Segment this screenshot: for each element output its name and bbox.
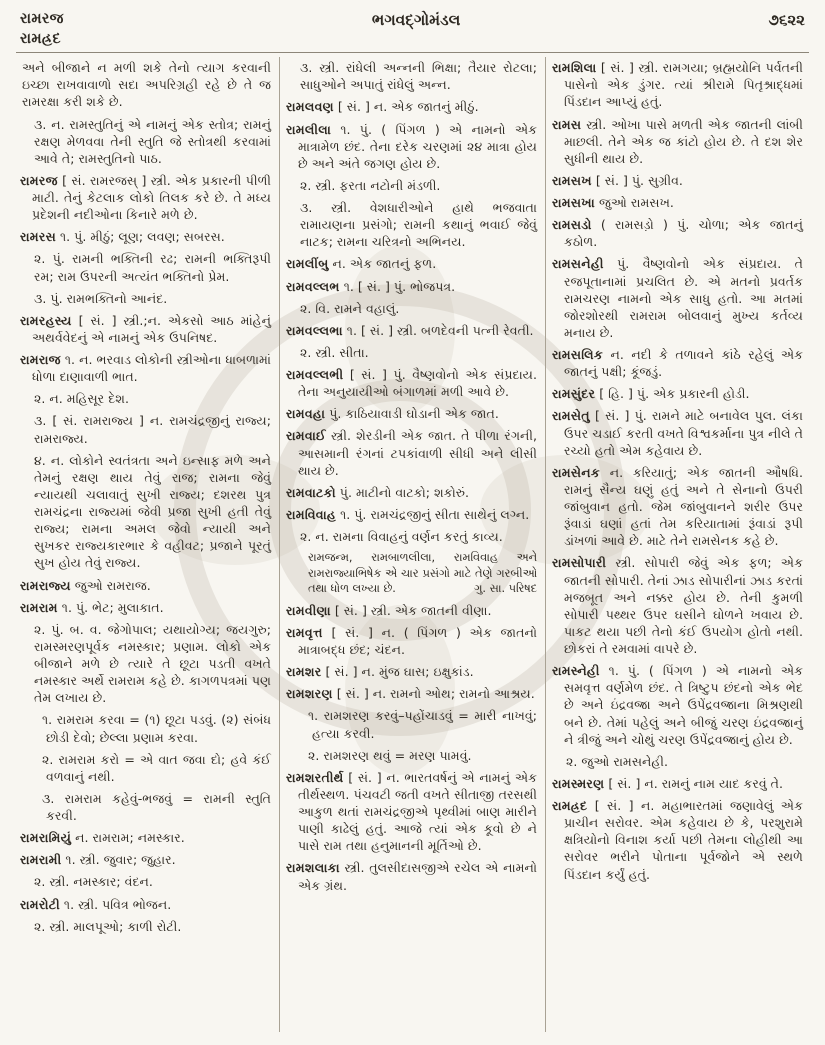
headword: રામશરણ [286, 686, 333, 702]
headword: રામસનેહી [552, 256, 604, 272]
dictionary-entry: રામરાજ્ય જુઓ રામરાજ. [20, 577, 151, 593]
dictionary-entry: રામરામ ૧. પું. ભેટ; મુલાકાત. [20, 599, 164, 615]
headword: રામશરતીર્થ [286, 769, 344, 785]
dictionary-entry: રામરસ ૧. પું. મીઠું; લૂણ; લવણ; સબરસ. [20, 229, 225, 245]
headword: રામરામી [20, 852, 62, 868]
dictionary-entry: રામશરણ [ સં. ] ન. રામનો ઓથ; રામનો આશ્રય. [286, 686, 535, 702]
headword: રામશર [286, 664, 322, 680]
dictionary-entry: રામસનેહી પું. વૈષ્ણવોનો એક સંપ્રદાય. તે રજપૂતાનામાં પ્રચલિત છે. એ મતનો પ્રવર્તક રામચરણ નામનો એક સાધુ હતો. આ મતમાં જોરશોરથી રામરામ બોલવાનું મુખ્ય કર્તવ્ય મનાય છે. [552, 256, 803, 340]
headword: રામરામ [20, 599, 58, 615]
idiom-line: ૧. રામશરણ કરવું–પહોંચાડવું = મારી નાખવું; હત્યા કરવી. [308, 708, 537, 741]
dictionary-entry: રામવૃત્ત [ સં. ] ન. ( પિંગળ ) એક જાતનો માત્રાબદ્ધ છંદ; ચંદન. [286, 624, 537, 658]
citation-paragraph: રામજન્મ, રામબાળલીલા, રામવિવાહ અને રામરાજ્યાભિષેક એ ચાર પ્રસંગો માટે તેણે ગરબીઓ તથા ધોળ લખ્યા છે. ગુ. સા. પરિષદ [308, 551, 537, 596]
dictionary-entry: રામસડો ( રામસડ઼ો ) પું. ચોળા; એક જાતનું કઠોળ. [552, 217, 803, 250]
column-3 [545, 57, 811, 1032]
headword: રામસુંદર [552, 386, 596, 402]
dictionary-entry: રામવલ્લભા ૧. [ સં. ] સ્ત્રી. બળદેવની પત્ની રેવતી. [286, 322, 534, 338]
headword: રામલવણ [286, 99, 334, 115]
column-1 [14, 57, 279, 1032]
headword: રામસખ [552, 172, 592, 188]
dictionary-entry: રામલવણ [ સં. ] ન. એક જાતનું મીઠું. [286, 99, 479, 115]
dictionary-entry: રામસુંદર [ હિ. ] પું. એક પ્રકારની હોડી. [552, 386, 750, 402]
headword: રામરાજ્ય [20, 577, 71, 593]
headword: રામસલિક [552, 347, 603, 362]
headword: રામશિલા [552, 60, 597, 76]
dictionary-entry: રામરામિયું ન. રામરામ; નમસ્કાર. [20, 830, 185, 846]
sense-paragraph: ૨. સ્ત્રી. ફરતા નટોની મંડળી. [300, 177, 441, 193]
dictionary-entry: રામવહા પું. કાઠિયાવાડી ઘોડાની એક જાત. [286, 406, 499, 422]
dictionary-entry: રામરાજ ૧. ન. ભરવાડ લોકોની સ્ત્રીઓના ધાબળામાં ધોળા દાણાવાળી ભાત. [20, 352, 271, 385]
sense-paragraph: ૪. ન. લોકોને સ્વતંત્રતા અને ઇન્સાફ મળે અને તેમનું રક્ષણ થાય તેવું રાજ; રામના જેવું ન્યાયથી ચલાવાતું સુખી રાજ્ય; દશરથ પુત્ર રામચંદ્રના રાજ્યમાં જેવી પ્રજા સુખી હતી તેવું રાજ્ય; રામના અમલ જેવો ન્યાયી અને સુખકર રાજ્યકારભાર કે વહીવટ; પ્રજાને પૂરતું સુખ હોય તેવું રાજ્ય. [34, 452, 271, 571]
dictionary-entry: રામરહસ્ય [ સં. ] સ્ત્રી.;ન. એકસો આઠ માંહેનું અથર્વવેદનું એ નામનું એક ઉપનિષદ. [20, 312, 271, 345]
running-head [20, 10, 64, 49]
headword: રામરોટી [20, 896, 60, 912]
dictionary-entry: રામસ સ્ત્રી. ઓખા પાસે મળતી એક જાતની લાંબી માછલી. તેને એક જ કાંટો હોય છે. તે દશ શેર સુધીની થાય છે. [552, 116, 803, 166]
headword: રામવલ્લભા [286, 322, 343, 338]
headword: રામવાટકો [286, 484, 336, 500]
sense-paragraph: ૨. સ્ત્રી. માલપૂઓ; કાળી રોટી. [34, 918, 182, 934]
headword: રામહ્રદ [552, 798, 588, 813]
sense-paragraph: ૩. સ્ત્રી. વેશધારીઓને હાથે ભજવાતા રામાયણના પ્રસંગો; રામની કથાનું ભવાઈ જેવું નાટક; રામના ચરિત્રનો અભિનય. [300, 200, 537, 250]
sense-paragraph: ૩. પું. રામભક્તિનો આનંદ. [34, 290, 168, 306]
idiom-line: ૨. રામરામ કરો = એ વાત જવા દો; હવે કંઈ વળવાનું નથી. [42, 751, 271, 784]
dictionary-entry: રામવલ્લભ ૧. [ સં. ] પું. ભોજપત્ર. [286, 278, 456, 294]
dictionary-entry: રામવાટકો પું. માટીનો વાટકો; શકોરું. [286, 484, 469, 500]
headword: રામરસ [20, 229, 56, 245]
headword: રામવાઈ [286, 428, 326, 444]
dictionary-entry: રામસ્મરણ [ સં. ] ન. રામનું નામ યાદ કરવું તે. [552, 775, 784, 791]
dictionary-entry: રામસેનક ન. કરિયાતું; એક જાતની ઔષધિ. રામનું સૈન્ય ઘણું હતું અને તે સેનાનો ઉપરી જાંબુવાન હતો. જેમ જાંબુવાનને શરીર ઉપર રૂંવાડાં ઘણાં હતાં તેમ કરિયાતામાં રૂંવાડાં રૂપી ડાંખળાં આવે છે. માટે તેને રામસેનક કહે છે. [552, 464, 803, 549]
dictionary-entry: રામશરતીર્થ [ સં. ] ન. ભારતવર્ષનું એ નામનું એક તીર્થસ્થળ. પંચવટી જતી વખતે સીતાજી તરસથી આકુળ થતાં રામચંદ્રજીએ પૃથ્વીમાં બાણ મારીને પાણી કાઢેલું હતું. આજે ત્યાં એક કૂવો છે ને પાસે રામ તથા હનુમાનની મૂર્તિઓ છે. [286, 769, 537, 854]
headword: રામવહા [286, 406, 326, 422]
idiom-line: ૨. રામશરણ થવું = મરણ પામવું. [308, 747, 472, 763]
dictionary-entry: રામસખા જુઓ રામસખ. [552, 195, 674, 210]
dictionary-entry: રામવિવાહ ૧. પું. રામચંદ્રજીનું સીતા સાથેનું લગ્ન. [286, 506, 530, 522]
sense-paragraph: ૩. સ્ત્રી. રાંધેલી અન્નની ભિક્ષા; તૈયાર રોટલા; સાધુઓને અપાતું રાંધેલું અન્ન. [300, 60, 537, 93]
headword: રામસ્નેહી [552, 663, 600, 679]
dictionary-entry: રામહ્રદ [ સં. ] ન. મહાભારતમાં જણાવેલું એક પ્રાચીન સરોવર. એમ કહેવાય છે કે, પરશુરામે ક્ષત્રિયોનો વિનાશ કર્યા પછી તેમના લોહીથી આ સરોવર ભરીને પોતાના પૂર્વજોને એ સ્થળે પિંડદાન કર્યું હતું. [552, 798, 803, 882]
idiom-line: ૧. રામરામ કરવા = (૧) છૂટા પડવું. (૨) સંબંધ છોડી દેવો; છેલ્લા પ્રણામ કરવા. [42, 712, 271, 745]
running-head-last-word: રામહ્રદ [20, 30, 61, 47]
sense-paragraph: ૨. વિ. રામને વહાલું. [300, 300, 400, 316]
dictionary-entry: રામરોટી ૧. સ્ત્રી. પવિત્ર ભોજન. [20, 896, 172, 912]
sense-paragraph: ૨. સ્ત્રી. નમસ્કાર; વંદન. [34, 874, 153, 890]
sense-paragraph: ૨. સ્ત્રી. સીતા. [300, 344, 369, 360]
continuation-paragraph: અને બીજાને ન મળી શકે તેનો ત્યાગ કરવાની ઇચ્છા રાખવાવાળો સદા અપરિગ્રહી રહે છે તે જ રામરક્ષા કરી શકે છે. [22, 60, 271, 110]
headword: રામસેનક [552, 464, 600, 480]
sense-paragraph: ૩. [ સં. રામરાજ્ય ] ન. રામચંદ્રજીનું રાજ્ય; રામરાજ્ય. [34, 413, 271, 446]
headword: રામલીલા [286, 121, 332, 137]
dictionary-entry: રામરજ [ સં. રામરજસ્ ] સ્ત્રી. એક પ્રકારની પીળી માટી. તેનું કેટલાક લોકો તિલક કરે છે. તે મધ્ય પ્રદેશની નદીઓના કિનારે મળે છે. [20, 172, 271, 223]
dictionary-entry: રામરામી ૧. સ્ત્રી. જુવાર; જુહાર. [20, 852, 176, 868]
sense-paragraph: ૨. ન. રામના વિવાહનું વર્ણન કરતું કાવ્ય. [300, 529, 503, 544]
sense-paragraph: ૩. ન. રામસ્તુતિનું એ નામનું એક સ્તોત્ર; રામનું રક્ષણ મેળવવા તેની સ્તુતિ જે સ્તોત્રથી કરવામાં આવે તે; રામસ્તુતિનો પાઠ. [34, 116, 271, 166]
headword: રામરાજ [20, 352, 61, 367]
dictionary-entry: રામલીલા ૧. પું. ( પિંગળ ) એ નામનો એક માત્રામેળ છંદ. તેના દરેક ચરણમાં ૨૪ માત્રા હોય છે અને અંતે જગણ હોય છે. [286, 121, 537, 171]
sense-paragraph: ૨. જુઓ રામસનેહી. [566, 753, 668, 769]
dictionary-entry: રામસખ [ સં. ] પું. સુગ્રીવ. [552, 172, 683, 188]
headword: રામસખા [552, 195, 595, 210]
page-header [14, 8, 811, 49]
column-2 [279, 57, 545, 1032]
headword: રામરામિયું [20, 830, 72, 846]
headword: રામવલ્લભ [286, 278, 340, 294]
content-columns [14, 57, 811, 1032]
book-title: ભગવદ્ગોમંડલ [371, 11, 461, 29]
dictionary-entry: રામલીંબુ ન. એક જાતનું ફળ. [286, 256, 437, 272]
header-rule [16, 51, 809, 53]
headword: રામરહસ્ય [20, 312, 72, 328]
dictionary-entry: રામશર [ સં. ] ન. મુંજ ઘાસ; ઇક્ષુકાંડ. [286, 664, 474, 680]
sense-paragraph: ૨. પું. બ. વ. જેગોપાલ; યથાયોગ્ય; જયગુરુ; રામસ્મરણપૂર્વક નમસ્કાર; પ્રણામ. લોકો એક બીજાને મળે છે ત્યારે તે છૂટા પડતી વખતે નમસ્કાર અર્થે રામરામ કહે છે. કાગળપત્રમાં પણ તેમ લખાય છે. [34, 621, 271, 706]
headword: રામસોપારી [552, 555, 607, 571]
sense-paragraph: ૨. પું. રામની ભક્તિની રઢ; રામની ભક્તિરૂપી રમ; રામ ઉપરની અત્યંત ભક્તિનો પ્રેમ. [34, 251, 271, 284]
headword: રામસ [552, 116, 582, 132]
sense-paragraph: ૨. ન. મહિસૂર દેશ. [34, 391, 129, 407]
headword: રામસેતુ [552, 408, 590, 424]
dictionary-entry: રામસલિક ન. નદી કે તળાવને કાંઠે રહેલું એક જાતનું પક્ષી; કૂંજડું. [552, 347, 803, 380]
dictionary-entry: રામસ્નેહી ૧. પું. ( પિંગળ ) એ નામનો એક સમવૃત્ત વર્ણમેળ છંદ. તે ત્રિષ્ટુપ છંદનો એક ભેદ છે અને ઇંદ્રવજ્રા અને ઉપેંદ્રવજ્રાના મિશ્રણથી બને છે. તેમાં પહેલું અને બીજું ચરણ ઇંદ્રવજ્રાનું ને ત્રીજું અને ચોથું ચરણ ઉપેંદ્રવજ્રાનું હોય છે. [552, 663, 803, 747]
headword: રામસ્મરણ [552, 775, 605, 791]
dictionary-entry: રામશિલા [ સં. ] સ્ત્રી. રામગયા; બ્રહ્મયોનિ પર્વતની પાસેનો એક ડુંગર. ત્યાં શ્રીરામે પિતૃશ્રાદ્ધમાં પિંડદાન આપ્યું હતું. [552, 60, 803, 110]
headword: રામવલ્લભી [286, 367, 344, 382]
dictionary-entry: રામવલ્લભી [ સં. ] પું. વૈષ્ણવોનો એક સંપ્રદાય. તેના અનુયાયીઓ બંગાળમાં મળી આવે છે. [286, 367, 537, 400]
citation-source: ગુ. સા. પરિષદ [474, 582, 537, 596]
headword: રામવીણા [286, 602, 331, 618]
headword: રામલીંબુ [286, 256, 329, 272]
dictionary-entry: રામસોપારી સ્ત્રી. સોપારી જેવું એક ફળ; એક જાતની સોપારી. તેનાં ઝાડ સોપારીનાં ઝાડ કરતાં મજબૂત અને નક્કર હોય છે. તેની કુમળી સોપારી પથ્થર ઉપર ઘસીને ઘોળને ખવાય છે. પાકટ થયા પછી તેનો કંઈ ઉપયોગ હોતો નથી. છોકરાં તે રમવામાં વાપરે છે. [552, 555, 803, 656]
headword: રામવૃત્ત [286, 624, 323, 640]
running-head-first-word: રામરજ [20, 11, 64, 27]
headword: રામવિવાહ [286, 506, 337, 522]
dictionary-entry: રામવાઈ સ્ત્રી. શેરડીની એક જાત. તે પીળા રંગની, આસમાની રંગનાં ટપકાંવાળી સીધી અને લીસી થાય છે. [286, 428, 537, 478]
headword: રામરજ [20, 172, 58, 188]
idiom-line: ૩. રામરામ કહેવું-ભજવું = રામની સ્તુતિ કરવી. [42, 790, 271, 823]
page-number: ૭૬૨૨ [768, 11, 805, 29]
dictionary-entry: રામવીણા [ સં. ] સ્ત્રી. એક જાતની વીણા. [286, 602, 492, 618]
headword: રામશલાકા [286, 860, 340, 876]
dictionary-entry: રામશલાકા સ્ત્રી. તુલસીદાસજીએ રચેલ એ નામનો એક ગ્રંથ. [286, 860, 537, 893]
dictionary-entry: રામસેતુ [ સં. ] પું. રામને માટે બનાવેલ પુલ. લંકા ઉપર ચડાઈ કરતી વખતે વિશ્વકર્માના પુત્ર નીલે તે રચ્યો હતો એમ કહેવાય છે. [552, 408, 804, 458]
headword: રામસડો [552, 217, 592, 233]
